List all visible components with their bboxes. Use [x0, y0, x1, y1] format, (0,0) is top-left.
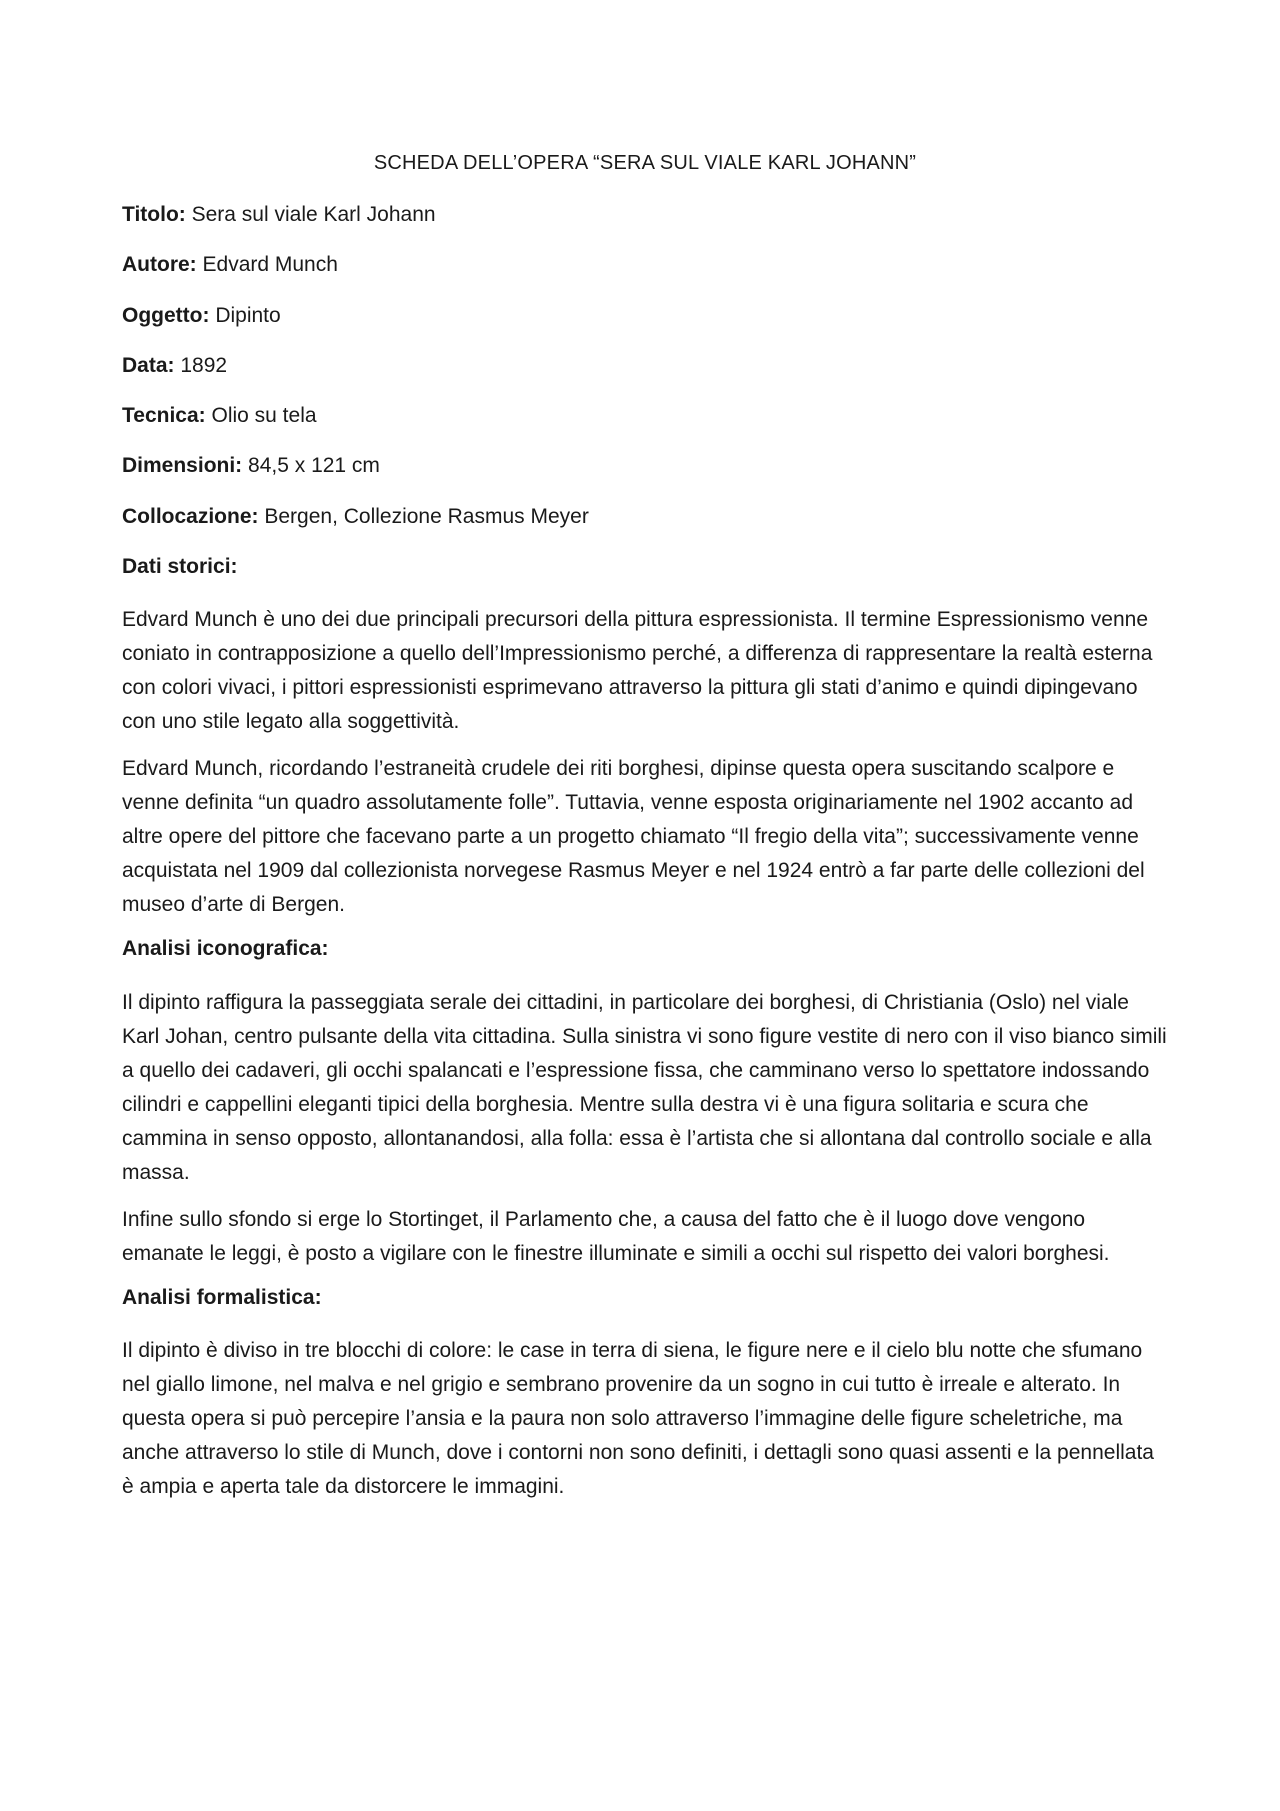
section-dati-storici	[122, 553, 1168, 922]
field-collocazione	[122, 503, 1168, 530]
field-value: Sera sul viale Karl Johann	[185, 203, 436, 226]
document-title: SCHEDA DELL’OPERA “SERA SUL VIALE KARL JOHANN”	[373, 152, 917, 174]
field-tecnica	[122, 402, 1168, 429]
field-value: Olio su tela	[205, 404, 317, 428]
paragraph: Il dipinto è diviso in tre blocchi di colore: le case in terra di siena, le figure nere e il cielo blu notte che sfumano nel giallo limone, nel malva e nel grigio e sembrano provenire da un sogno in cui tutto è irreale e alterato. In questa opera si può percepire l’ansia e la paura non solo attraverso l’immagine delle figure scheletriche, ma anche attraverso lo stile di Munch, dove i contorni non sono definiti, i dettagli sono quasi assenti e la pennellata è ampia e aperta tale da distorcere le immagini.	[122, 1338, 1154, 1498]
paragraph: Edvard Munch è uno dei due principali precursori della pittura espressionista. Il termine Espressionismo venne coniato in contrapposizione a quello dell’Impressionismo perché, a differenza di rappresentare la realtà esterna con colori vivaci, i pittori espressionisti esprimevano attraverso la pittura gli stati d’animo e quindi dipingevano con uno stile legato alla soggettività.	[122, 608, 1153, 734]
field-label: Dimensioni:	[122, 454, 243, 478]
paragraph: Edvard Munch, ricordando l’estraneità crudele dei riti borghesi, dipinse questa opera suscitando scalpore e venne definita “un quadro assolutamente folle”. Tuttavia, venne esposta originariamente nel 1902 accanto ad altre opere del pittore che facevano parte a un progetto chiamato “Il fregio della vita”; successivamente venne acquistata nel 1909 dal collezionista norvegese Rasmus Meyer e nel 1924 entrò a far parte delle collezioni del museo d’arte di Bergen.	[122, 757, 1145, 917]
section-analisi-iconografica	[122, 935, 1168, 1270]
field-label: Tecnica:	[122, 404, 206, 428]
section-analisi-formalistica	[122, 1284, 1168, 1504]
paragraph: Infine sullo sfondo si erge lo Stortinget, il Parlamento che, a causa del fatto che è il luogo dove vengono emanate le leggi, è posto a vigilare con le finestre illuminate e simili a occhi sul rispetto dei valori borghesi.	[122, 1207, 1110, 1265]
field-value: 1892	[174, 353, 228, 377]
field-value: Dipinto	[209, 303, 281, 327]
section-heading: Analisi iconografica:	[122, 937, 329, 961]
field-label: Collocazione:	[122, 504, 259, 528]
field-data	[122, 352, 1168, 379]
field-label: Autore:	[122, 253, 197, 277]
field-value: Bergen, Collezione Rasmus Meyer	[258, 504, 589, 528]
field-dimensioni	[122, 452, 1168, 479]
artwork-fields	[122, 201, 1168, 530]
field-label: Data:	[122, 353, 175, 377]
field-value: Edvard Munch	[196, 253, 338, 277]
field-label: Oggetto:	[122, 303, 210, 327]
section-heading: Dati storici:	[122, 555, 238, 579]
field-autore	[122, 251, 1168, 278]
paragraph: Il dipinto raffigura la passeggiata serale dei cittadini, in particolare dei borghesi, di Christiania (Oslo) nel viale Karl Johan, centro pulsante della vita cittadina. Sulla sinistra vi sono figure vestite di nero con il viso bianco simili a quello dei cadaveri, gli occhi spalancati e l’espressione fissa, che camminano verso lo spettatore indossando cilindri e cappellini eleganti tipici della borghesia. Mentre sulla destra vi è una figura solitaria e scura che cammina in senso opposto, allontanandosi, alla folla: essa è l’artista che si allontana dal controllo sociale e alla massa.	[122, 990, 1167, 1184]
field-oggetto	[122, 302, 1168, 329]
field-titolo	[122, 201, 1168, 228]
field-value: 84,5 x 121 cm	[242, 454, 380, 478]
document-page	[122, 150, 1168, 1517]
field-label: Titolo:	[122, 203, 186, 226]
section-heading: Analisi formalistica:	[122, 1285, 322, 1309]
